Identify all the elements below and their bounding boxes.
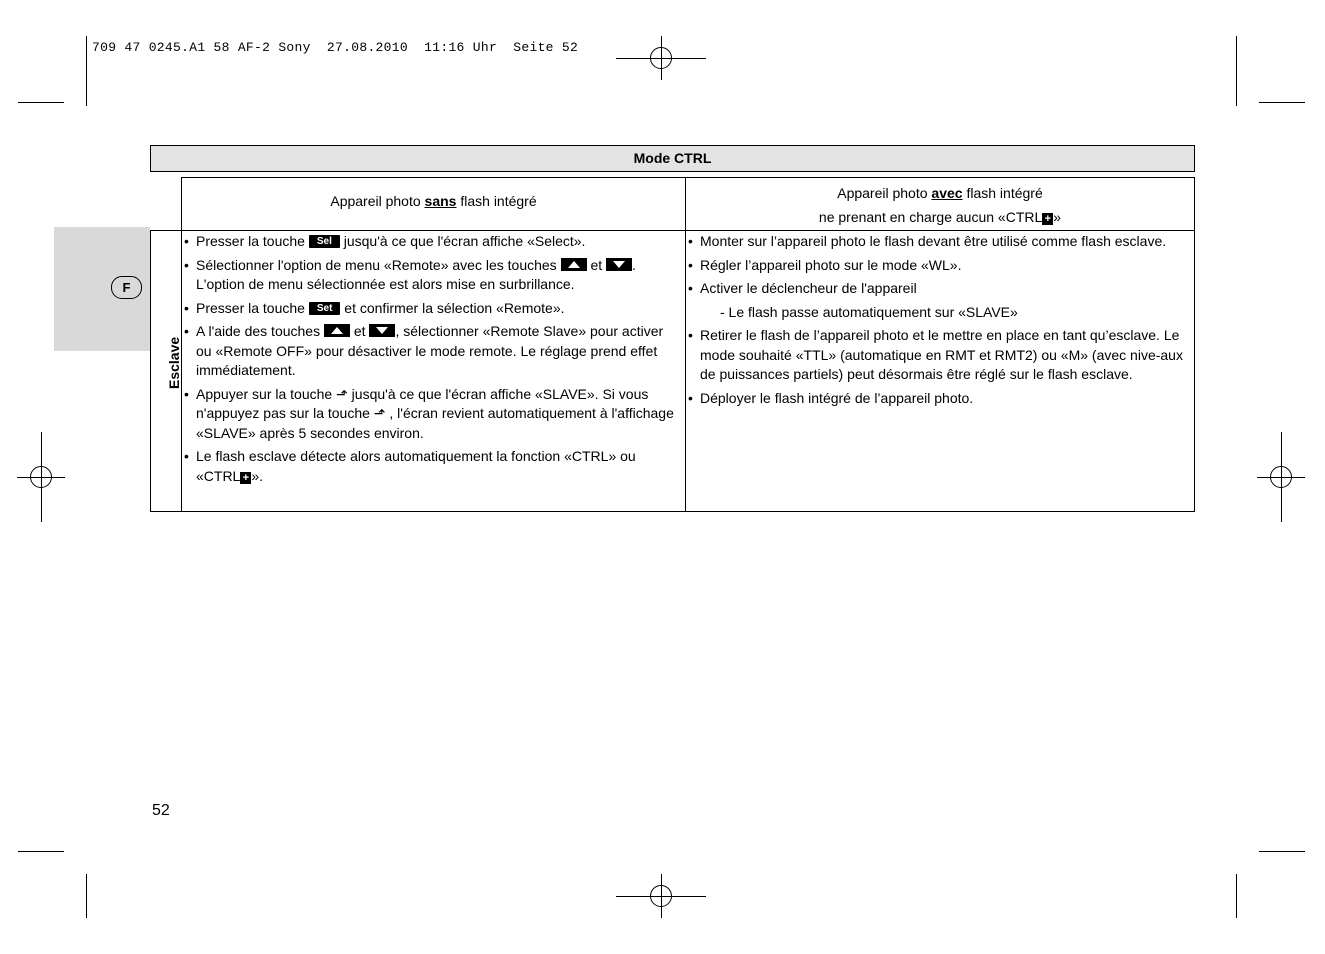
row-label-cell bbox=[150, 230, 182, 512]
steps-list-with-flash bbox=[688, 232, 1188, 412]
up-arrow-key-icon bbox=[324, 324, 350, 337]
crop-mark bbox=[86, 36, 87, 106]
crop-mark bbox=[18, 851, 64, 852]
list-item: • Appuyer sur la touche ⬏ jusqu'à ce que l'écran affiche «SLAVE». Si vous n'appuyez pas sur la touche ⬏ , l'écran revient automatiquement à l'affichage «SLAVE» après 5 secondes environ. bbox=[184, 385, 678, 444]
sel-key-icon: Sel bbox=[309, 235, 340, 248]
list-item: • Sélectionner l'option de menu «Remote» avec les touches et . L'option de menu sélectionnée est alors mise en surbrillance. bbox=[184, 256, 678, 295]
column-header-without-flash: Appareil photo sans flash intégré bbox=[181, 177, 686, 231]
list-item: • A l'aide des touches et , sélectionner «Remote Slave» pour activer ou «Remote OFF» pour désactiver le mode remote. Le réglage prend effet immédiatement. bbox=[184, 322, 678, 381]
list-item: • Presser la touche Sel jusqu'à ce que l'écran affiche «Select». bbox=[184, 232, 678, 252]
language-badge: F bbox=[111, 276, 142, 299]
down-arrow-key-icon bbox=[369, 324, 395, 337]
crop-mark bbox=[1236, 874, 1237, 918]
list-item: • Déployer le flash intégré de l’appareil photo. bbox=[688, 389, 1188, 409]
crop-mark bbox=[86, 874, 87, 918]
column-header-with-flash: Appareil photo avec flash intégré ne prenant en charge aucun «CTRL + » bbox=[685, 177, 1195, 231]
crop-mark bbox=[1236, 36, 1237, 106]
list-item: • Activer le déclencheur de l'appareil bbox=[688, 279, 1188, 299]
set-key-icon: Set bbox=[309, 302, 341, 315]
return-key-icon: ⬏ bbox=[336, 385, 348, 402]
page-number: 52 bbox=[152, 802, 170, 819]
crop-mark bbox=[18, 102, 64, 103]
down-arrow-key-icon bbox=[606, 258, 632, 271]
list-item: • Le flash esclave détecte alors automatiquement la fonction «CTRL» ou «CTRL + ». bbox=[184, 447, 678, 486]
list-item: • Régler l’appareil photo sur le mode «WL». bbox=[688, 256, 1188, 276]
table-title: Mode CTRL bbox=[150, 145, 1195, 172]
list-item: • Retirer le flash de l’appareil photo et le mettre en place en tant qu’esclave. Le mode souhaité «TTL» (automatique en RMT et RMT2) ou «M» (avec nive-aux de puissances partiels) peut désormais être réglé sur le flash esclave. bbox=[688, 326, 1188, 385]
steps-list-without-flash bbox=[184, 232, 678, 490]
list-item: • Monter sur l’appareil photo le flash devant être utilisé comme flash esclave. bbox=[688, 232, 1188, 252]
crop-mark bbox=[1259, 102, 1305, 103]
up-arrow-key-icon bbox=[561, 258, 587, 271]
list-item: • Presser la touche Set et confirmer la sélection «Remote». bbox=[184, 299, 678, 319]
plus-icon: + bbox=[1042, 213, 1053, 225]
plus-icon: + bbox=[240, 472, 251, 484]
row-label: Esclave bbox=[166, 336, 182, 389]
crop-mark bbox=[1259, 851, 1305, 852]
print-header: 709 47 0245.A1 58 AF-2 Sony 27.08.2010 11:16 Uhr Seite 52 bbox=[92, 40, 579, 55]
return-key-icon: ⬏ bbox=[373, 405, 386, 421]
list-subitem: - Le flash passe automatiquement sur «SLAVE» bbox=[720, 303, 1018, 320]
